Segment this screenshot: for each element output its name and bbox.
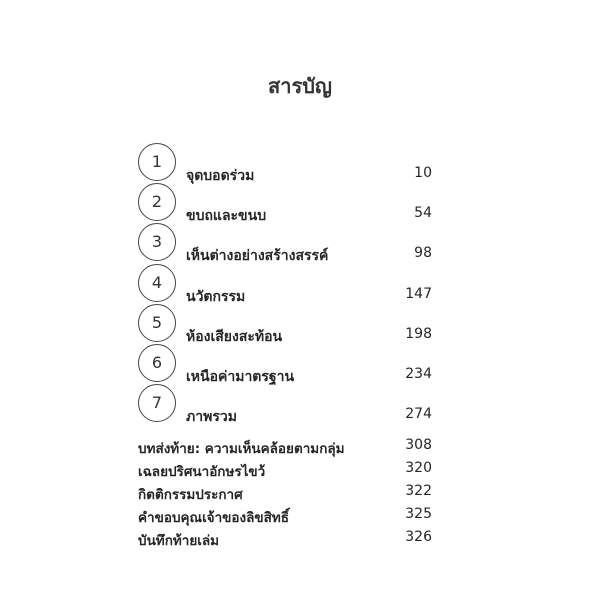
toc-extra-item[interactable]: [0, 529, 600, 551]
chapter-number-badge: 7: [138, 384, 176, 422]
chapter-page-number: 54: [414, 205, 432, 221]
chapter-title: นวัตกรรม: [186, 289, 246, 305]
chapter-number-badge: 2: [138, 183, 176, 221]
chapter-title: ห้องเสียงสะท้อน: [186, 329, 283, 345]
extra-title: คำขอบคุณเจ้าของลิขสิทธิ์: [138, 510, 289, 526]
chapter-page-number: 98: [414, 245, 432, 261]
extra-page-number: 322: [405, 483, 432, 499]
toc-extra-item[interactable]: [0, 437, 600, 459]
chapter-number-badge: 6: [138, 344, 176, 382]
toc-extra-item[interactable]: [0, 506, 600, 528]
chapter-page-number: 274: [405, 406, 432, 422]
chapter-number-badge: 3: [138, 223, 176, 261]
chapter-page-number: 147: [405, 286, 432, 302]
toc-chapter-item[interactable]: [0, 304, 600, 344]
extra-page-number: 308: [405, 437, 432, 453]
chapter-page-number: 198: [405, 326, 432, 342]
chapter-title: เห็นต่างอย่างสร้างสรรค์: [186, 248, 329, 264]
page-title: สารบัญ: [268, 74, 332, 98]
toc-chapter-item[interactable]: [0, 183, 600, 223]
extra-page-number: 326: [405, 529, 432, 545]
chapter-page-number: 234: [405, 366, 432, 382]
chapter-title: ภาพรวม: [186, 409, 237, 425]
chapter-title: จุดบอดร่วม: [186, 168, 255, 184]
toc-extra-item[interactable]: [0, 483, 600, 505]
toc-chapter-item[interactable]: [0, 264, 600, 304]
toc-chapter-item[interactable]: [0, 344, 600, 384]
chapter-page-number: 10: [414, 165, 432, 181]
chapter-number-badge: 1: [138, 143, 176, 181]
toc-extra-item[interactable]: [0, 460, 600, 482]
chapter-title: เหนือค่ามาตรฐาน: [186, 369, 295, 385]
toc-chapter-item[interactable]: [0, 384, 600, 424]
toc-chapter-item[interactable]: [0, 223, 600, 263]
toc-chapter-item[interactable]: [0, 143, 600, 183]
chapter-number-badge: 5: [138, 304, 176, 342]
extra-title: บทส่งท้าย: ความเห็นคล้อยตามกลุ่ม: [138, 441, 345, 457]
extra-title: บันทึกท้ายเล่ม: [138, 533, 220, 549]
extra-title: กิตติกรรมประกาศ: [138, 487, 243, 503]
extra-title: เฉลยปริศนาอักษรไขว้: [138, 464, 266, 480]
chapter-number-badge: 4: [138, 264, 176, 302]
extra-page-number: 320: [405, 460, 432, 476]
extra-page-number: 325: [405, 506, 432, 522]
chapter-title: ขบถและขนบ: [186, 208, 267, 224]
